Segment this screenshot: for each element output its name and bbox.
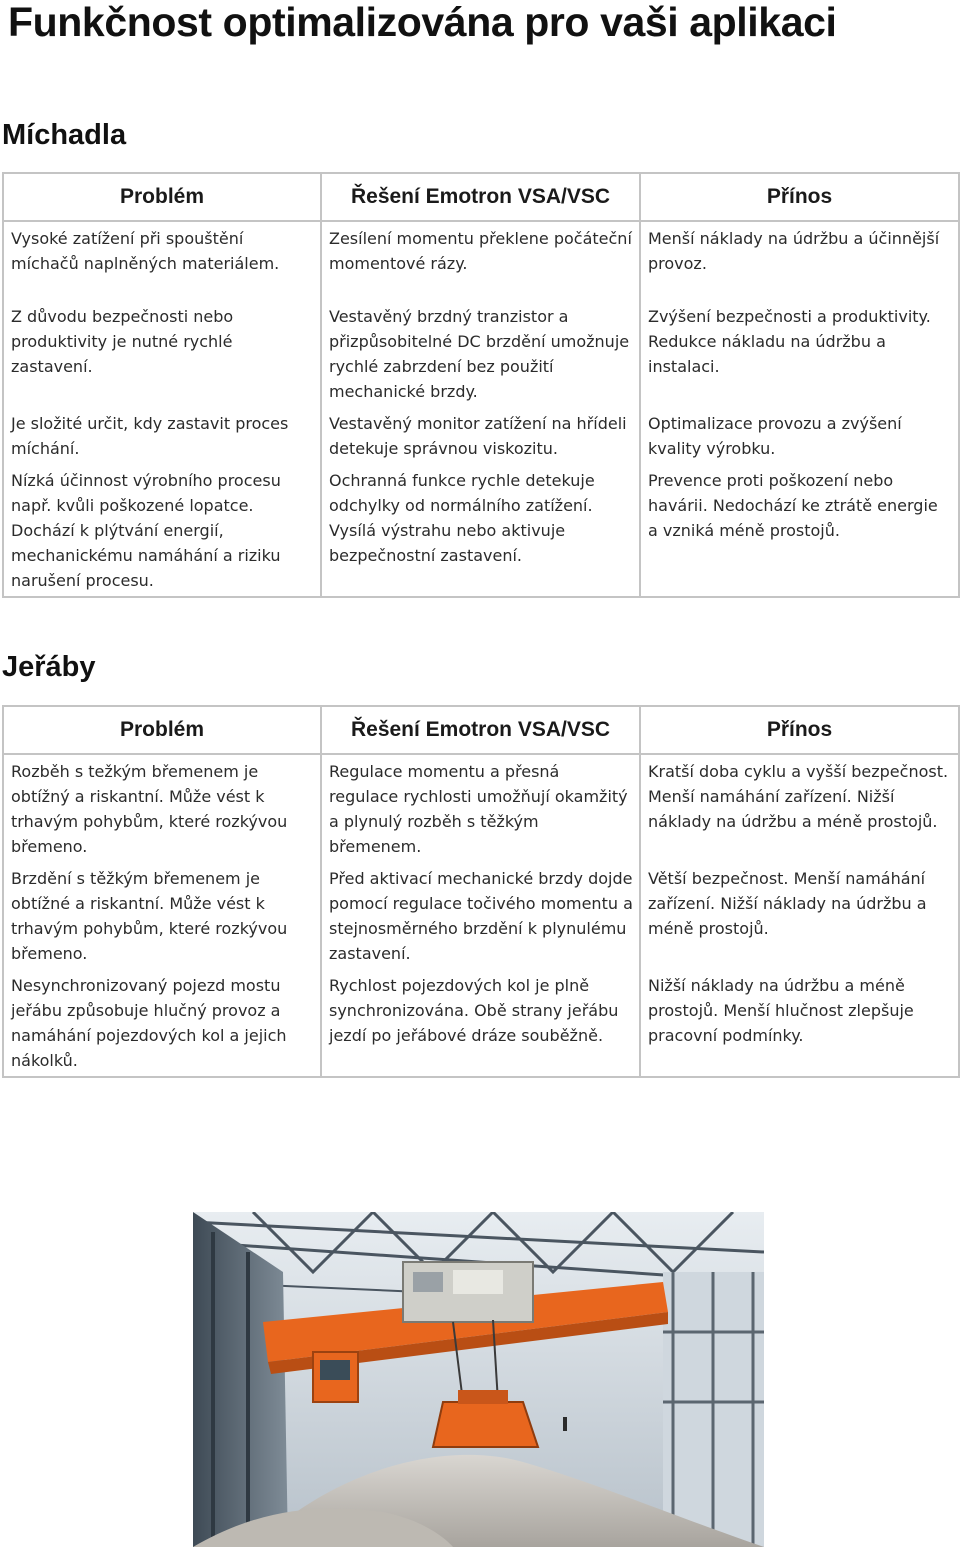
michadla-table <box>2 172 960 598</box>
solution-cell: Vestavěný brzdný tranzistor a přizpůsobitelné DC brzdění umožnuje rychlé zabrzdení bez použití mechanické brzdy. <box>321 278 640 407</box>
table-row <box>3 278 959 407</box>
section-title-michadla: Míchadla <box>2 119 127 151</box>
benefit-cell: Prevence proti poškození nebo havárii. Nedochází ke ztrátě energie a vzniká méně prostojů. <box>640 464 959 597</box>
page-title: Funkčnost optimalizována pro vaši aplikaci <box>8 0 837 45</box>
solution-cell: Rychlost pojezdových kol je plně synchronizována. Obě strany jeřábu jezdí po jeřábové dráze souběžně. <box>321 969 640 1077</box>
jeraby-table <box>2 705 960 1078</box>
benefit-cell: Větší bezpečnost. Menší namáhání zařízení. Nižší náklady na údržbu a méně prostojů. <box>640 862 959 969</box>
benefit-cell: Nižší náklady na údržbu a méně prostojů. Menší hlučnost zlepšuje pracovní podmínky. <box>640 969 959 1077</box>
problem-cell: Rozběh s težkým břemenem je obtížný a riskantní. Může vést k trhavým pohybům, které rozkývou břemeno. <box>3 754 321 862</box>
column-header-problem: Problém <box>3 173 321 221</box>
column-header-benefit: Přínos <box>640 173 959 221</box>
column-header-solution: Řešení Emotron VSA/VSC <box>321 706 640 754</box>
problem-cell: Je složité určit, kdy zastavit proces míchání. <box>3 407 321 464</box>
table-header-row <box>3 173 959 221</box>
benefit-cell: Kratší doba cyklu a vyšší bezpečnost. Menší namáhání zařízení. Nižší náklady na údržbu a méně prostojů. <box>640 754 959 862</box>
solution-cell: Ochranná funkce rychle detekuje odchylky od normálního zatížení. Vysílá výstrahu nebo aktivuje bezpečnostní zastavení. <box>321 464 640 597</box>
benefit-cell: Menší náklady na údržbu a účinnější provoz. <box>640 221 959 278</box>
solution-cell: Zesílení momentu překlene počáteční momentové rázy. <box>321 221 640 278</box>
benefit-cell: Optimalizace provozu a zvýšení kvality výrobku. <box>640 407 959 464</box>
problem-cell: Nesynchronizovaný pojezd mostu jeřábu způsobuje hlučný provoz a namáhání pojezdových kol a jejich nákolků. <box>3 969 321 1077</box>
table-row <box>3 862 959 969</box>
column-header-benefit: Přínos <box>640 706 959 754</box>
table-row <box>3 407 959 464</box>
benefit-cell: Zvýšení bezpečnosti a produktivity. Redukce nákladu na údržbu a instalaci. <box>640 278 959 407</box>
table-row <box>3 464 959 597</box>
table-row <box>3 969 959 1077</box>
table-row <box>3 221 959 278</box>
table-row <box>3 754 959 862</box>
problem-cell: Z důvodu bezpečnosti nebo produktivity je nutné rychlé zastavení. <box>3 278 321 407</box>
solution-cell: Před aktivací mechanické brzdy dojde pomocí regulace točivého momentu a stejnosměrného brzdění k plynulému zastavení. <box>321 862 640 969</box>
solution-cell: Regulace momentu a přesná regulace rychlosti umožňují okamžitý a plynulý rozběh s těžkým břemenem. <box>321 754 640 862</box>
solution-cell: Vestavěný monitor zatížení na hřídeli detekuje správnou viskozitu. <box>321 407 640 464</box>
overhead-crane-photo <box>193 1212 764 1547</box>
section-title-jeraby: Jeřáby <box>2 651 96 683</box>
problem-cell: Vysoké zatížení při spouštění míchačů naplněných materiálem. <box>3 221 321 278</box>
table-header-row <box>3 706 959 754</box>
column-header-problem: Problém <box>3 706 321 754</box>
problem-cell: Brzdění s těžkým břemenem je obtížné a riskantní. Může vést k trhavým pohybům, které rozkývou břemeno. <box>3 862 321 969</box>
problem-cell: Nízká účinnost výrobního procesu např. kvůli poškozené lopatce. Dochází k plýtvání energií, mechanickému namáhání a riziku narušení procesu. <box>3 464 321 597</box>
column-header-solution: Řešení Emotron VSA/VSC <box>321 173 640 221</box>
